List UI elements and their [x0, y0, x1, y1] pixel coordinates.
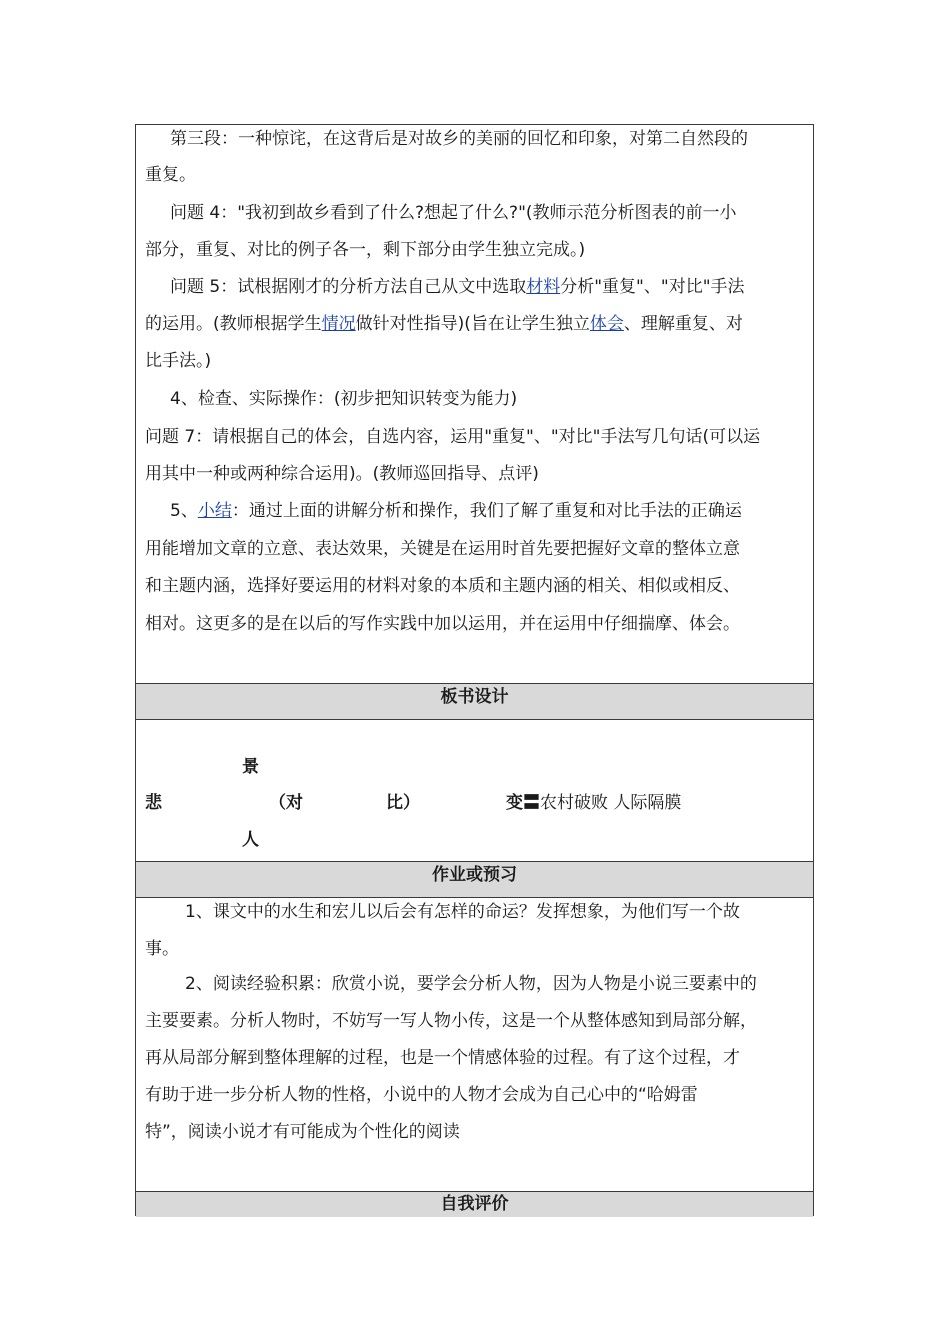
- lesson-plan-table: [135, 124, 814, 1216]
- board-bi: 比）: [386, 793, 420, 813]
- homework-item1-line2: 事。: [145, 939, 179, 959]
- q5-text-d: 做针对性指导)(旨在让学生独立: [355, 314, 590, 334]
- q7-line1: 问题 7：请根据自己的体会，自选内容，运用"重复"、"对比"手法写几句话(可以运: [145, 427, 761, 447]
- link-summary[interactable]: 小结: [197, 501, 232, 521]
- step5-line2: 用能增加文章的立意、表达效果，关键是在运用时首先要把握好文章的整体立意: [145, 539, 740, 559]
- homework-item2-line2: 主要要素。分析人物时，不妨写一写人物小传，这是一个从整体感知到局部分解，: [145, 1011, 757, 1031]
- q5-text-e: 、理解重复、对: [623, 314, 743, 334]
- board-result: 农村破败 人际隔膜: [540, 793, 682, 813]
- step5-line4: 相对。这更多的是在以后的写作实践中加以运用，并在运用中仔细揣摩、体会。: [145, 614, 740, 634]
- homework-item2-line1: 2、阅读经验积累：欣赏小说，要学会分析人物，因为人物是小说三要素中的: [185, 974, 757, 994]
- self-evaluation-header: 自我评价: [136, 1191, 813, 1217]
- link-material[interactable]: 材料: [526, 277, 561, 297]
- board-design-header: 板书设计: [136, 683, 813, 720]
- board-bei: 悲: [145, 793, 162, 813]
- board-jing: 景: [242, 757, 259, 777]
- step5-prefix: 5、: [170, 501, 198, 521]
- q5-text-a: 问题 5：试根据刚才的分析方法自己从文中选取: [170, 277, 527, 297]
- step4: 4、检查、实际操作：(初步把知识转变为能力): [170, 389, 518, 409]
- homework-item1-line1: 1、课文中的水生和宏儿以后会有怎样的命运？发挥想象，为他们写一个故: [185, 902, 740, 922]
- q4-line2: 部分，重复、对比的例子各一，剩下部分由学生独立完成。): [145, 240, 586, 260]
- q5-text-c: 的运用。(教师根据学生: [145, 314, 322, 334]
- board-bian: 变〓: [506, 793, 540, 813]
- q5-line2: [145, 315, 743, 333]
- step5-line3: 和主题内涵，选择好要运用的材料对象的本质和主题内涵的相关、相似或相反、: [145, 576, 740, 596]
- board-ren: 人: [242, 830, 259, 850]
- link-situation[interactable]: 情况: [321, 314, 356, 334]
- q4-line1: 问题 4："我初到故乡看到了什么?想起了什么?"(教师示范分析图表的前一小: [170, 203, 737, 223]
- homework-item2-line3: 再从局部分解到整体理解的过程，也是一个情感体验的过程。有了这个过程，才: [145, 1048, 740, 1068]
- board-dui: （对: [269, 793, 303, 813]
- step5-text: ：通过上面的讲解分析和操作，我们了解了重复和对比手法的正确运: [231, 501, 742, 521]
- homework-item2-line4: 有助于进一步分析人物的性格，小说中的人物才会成为自己心中的“哈姆雷: [145, 1085, 698, 1105]
- homework-header: 作业或预习: [136, 861, 813, 898]
- board-result-line: [506, 794, 681, 812]
- q7-line2: 用其中一种或两种综合运用)。(教师巡回指导、点评): [145, 464, 539, 484]
- homework-item2-line5: 特”，阅读小说才有可能成为个性化的阅读: [145, 1122, 460, 1142]
- q5-line3: 比手法。): [145, 351, 212, 371]
- para3-line2: 重复。: [145, 165, 196, 185]
- link-experience[interactable]: 体会: [589, 314, 624, 334]
- step5-line1: [170, 502, 742, 520]
- q5-text-b: 分析"重复"、"对比"手法: [560, 277, 745, 297]
- q5-line1: [170, 278, 745, 296]
- para3-line1: 第三段：一种惊诧，在这背后是对故乡的美丽的回忆和印象，对第二自然段的: [170, 129, 748, 149]
